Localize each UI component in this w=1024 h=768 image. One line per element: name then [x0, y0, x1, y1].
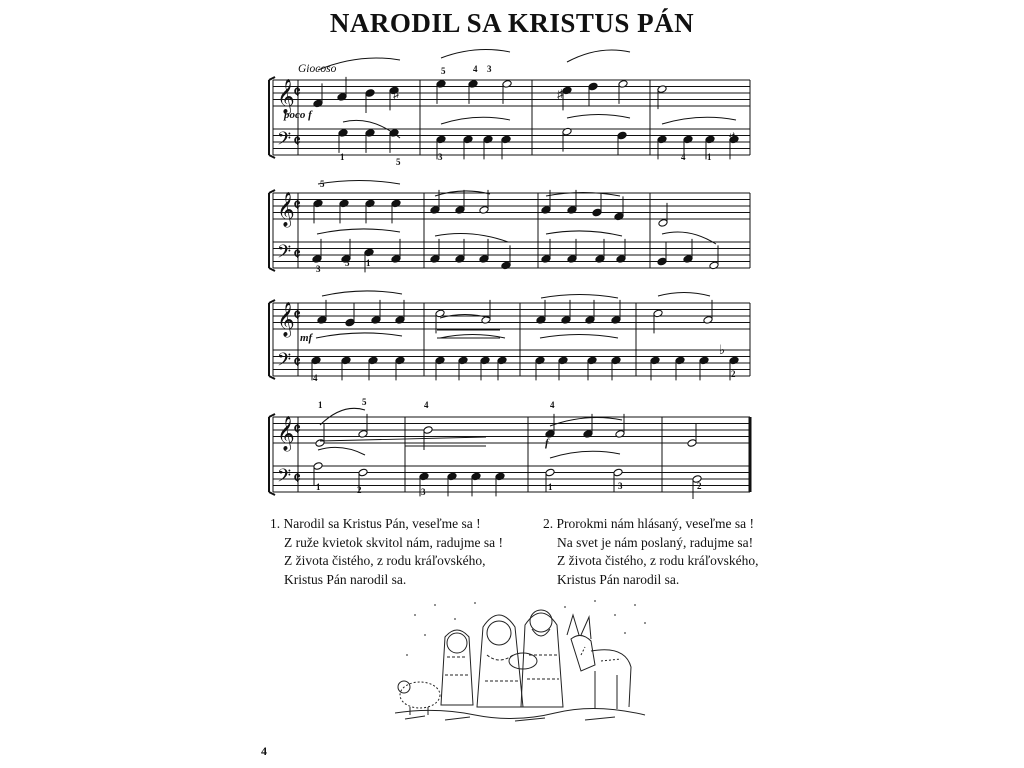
slur	[317, 229, 400, 234]
cut-time-icon: 𝄵	[293, 305, 302, 326]
system-brace	[269, 77, 275, 158]
fingering-number: 2	[731, 369, 736, 379]
fingering-number: 2	[357, 485, 362, 495]
fingering-number: 4	[550, 400, 555, 410]
verse-1	[270, 515, 503, 589]
slur	[435, 191, 490, 196]
treble-clef-icon: 𝄞	[277, 416, 295, 451]
verse-line: Z ruže kvietok skvitol nám, radujme sa !	[284, 534, 503, 550]
slur	[541, 295, 618, 299]
fingering-number: 4	[681, 152, 686, 162]
verse-line: Z života čistého, z rodu kráľovského,	[284, 553, 486, 568]
fingering-number: 1	[340, 152, 345, 162]
verse-line: Kristus Pán narodil sa.	[284, 571, 407, 587]
fingering-number: 5	[345, 258, 350, 268]
verse-line: Z života čistého, z rodu kráľovského,	[557, 553, 759, 568]
nativity-illustration	[395, 595, 655, 725]
page-number: 4	[261, 744, 267, 758]
fingering-number: 5	[396, 157, 401, 167]
slur	[318, 181, 400, 185]
bass-clef-icon: 𝄢	[277, 466, 292, 491]
fingering-number: 4	[313, 373, 318, 383]
treble-clef-icon: 𝄞	[277, 79, 295, 114]
slur	[658, 293, 710, 297]
slur	[435, 234, 508, 242]
fingering-number: 5	[320, 179, 325, 189]
fingering-number: 2	[697, 481, 702, 491]
fingering-number: 5	[362, 397, 367, 407]
verse-2	[543, 515, 759, 589]
fingering-number: 3	[316, 264, 321, 274]
bass-clef-icon: 𝄢	[277, 129, 292, 154]
slur	[441, 117, 510, 124]
slur	[322, 291, 402, 296]
slur	[316, 333, 402, 338]
slur	[540, 335, 618, 339]
system-brace	[269, 190, 275, 271]
dynamic-marking: poco f	[284, 109, 312, 121]
sharp-icon: ♯	[557, 87, 563, 101]
slur	[550, 418, 622, 426]
dynamic-hairpin	[320, 437, 486, 441]
cut-time-icon: 𝄵	[293, 195, 302, 216]
fingering-number: 1	[316, 482, 321, 492]
cut-time-icon: 𝄵	[293, 131, 302, 152]
bass-clef-icon: 𝄢	[277, 350, 292, 375]
verse-line: Kristus Pán narodil sa.	[557, 571, 680, 587]
tempo-marking: Giocoso	[298, 63, 337, 75]
verse-line: 1. Narodil sa Kristus Pán, veseľme sa !	[270, 516, 481, 531]
fingering-number: 3	[438, 152, 443, 162]
verse-line: Na svet je nám poslaný, radujme sa!	[557, 534, 754, 550]
fingering-number: 3	[421, 487, 426, 497]
system-brace	[269, 414, 275, 495]
flat-icon: ♭	[719, 342, 726, 357]
slur	[662, 117, 736, 124]
cut-time-icon: 𝄵	[293, 352, 302, 373]
sharp-icon: ♯	[393, 87, 399, 101]
fingering-number: 1	[548, 482, 553, 492]
fingering-number: 4	[424, 400, 429, 410]
fingering-number: 1	[318, 400, 323, 410]
fingering-number: 1	[366, 258, 371, 268]
treble-clef-icon: 𝄞	[277, 302, 295, 337]
song-title: NARODIL SA KRISTUS PÁN	[329, 8, 695, 38]
fingering-number: 5	[441, 66, 446, 76]
fingering-number: 3	[618, 481, 623, 491]
system-brace	[269, 300, 275, 379]
treble-clef-icon: 𝄞	[277, 192, 295, 227]
bass-clef-icon: 𝄢	[277, 242, 292, 267]
cut-time-icon: 𝄵	[293, 419, 302, 440]
sharp-icon: ♯	[729, 130, 735, 144]
cut-time-icon: 𝄵	[293, 244, 302, 265]
fingering-number: 1	[707, 152, 712, 162]
fingering-number: 4	[473, 64, 478, 74]
slur	[567, 50, 630, 62]
cut-time-icon: 𝄵	[293, 468, 302, 489]
fingering-number: 3	[487, 64, 492, 74]
slur	[440, 335, 505, 339]
slur	[567, 115, 630, 119]
slur	[441, 50, 510, 58]
dynamic-marking: f	[545, 437, 549, 449]
slur	[546, 231, 622, 236]
slur	[318, 447, 365, 455]
cut-time-icon: 𝄵	[293, 82, 302, 103]
verse-line: 2. Prorokmi nám hlásaný, veseľme sa !	[543, 516, 754, 531]
dynamic-marking: mf	[300, 332, 313, 344]
slur	[550, 451, 620, 458]
